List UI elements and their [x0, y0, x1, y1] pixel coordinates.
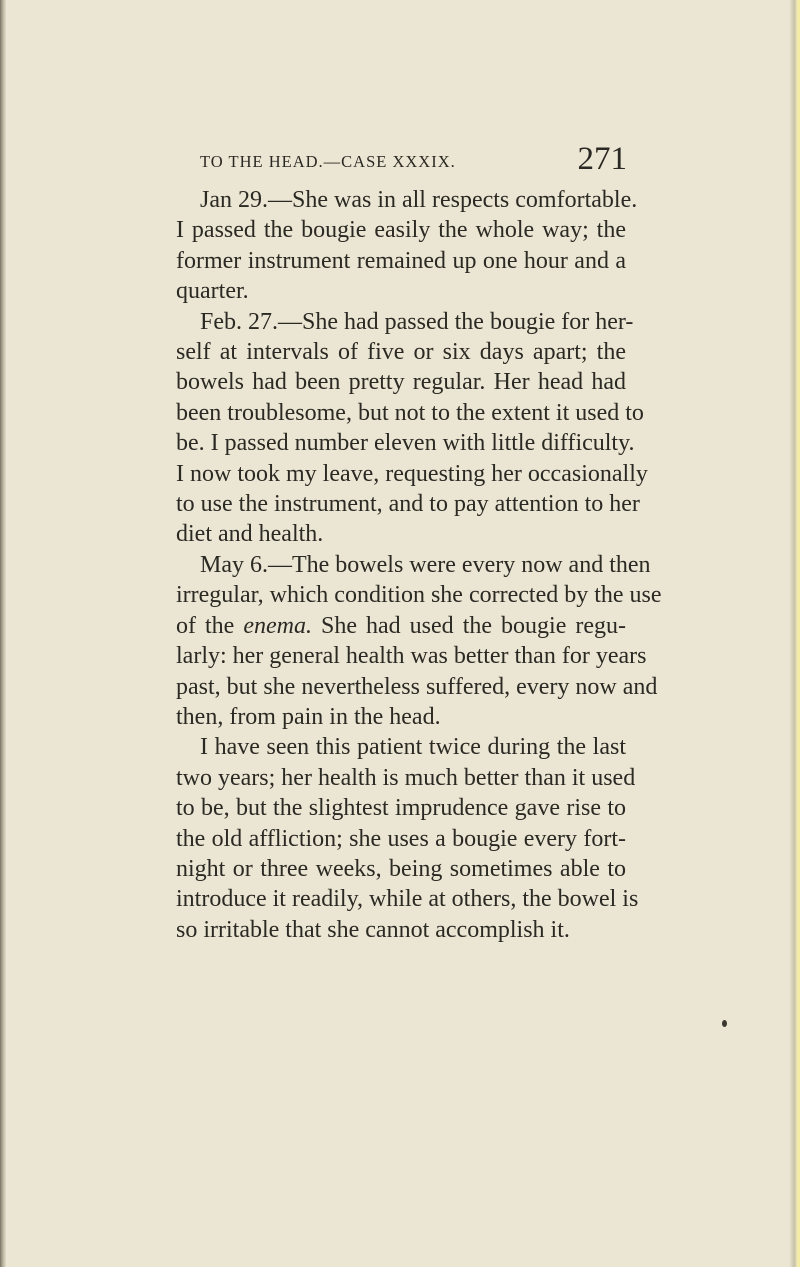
text-line: quarter.	[176, 278, 249, 305]
page-binding-shadow	[0, 0, 6, 1267]
text-line: night or three weeks, being sometimes able to	[176, 855, 626, 882]
text-line: be. I passed number eleven with little difficulty.	[176, 430, 635, 457]
text-line	[176, 611, 626, 641]
paragraph-may-6	[176, 550, 662, 732]
text-line: I passed the bougie easily the whole way; the	[176, 217, 626, 244]
paragraph-jan-29	[176, 185, 638, 307]
running-head: TO THE HEAD.—CASE XXXIX.	[200, 152, 456, 171]
paragraph-feb-27	[176, 307, 648, 550]
text-line: larly: her general health was better than for years	[176, 643, 647, 670]
text-line: former instrument remained up one hour and a	[176, 247, 626, 274]
italic-term: enema.	[243, 612, 312, 639]
text-line: irregular, which condition she corrected by the use	[176, 582, 662, 609]
page-header	[175, 138, 627, 176]
paragraph-later-visits	[176, 732, 639, 945]
text-line: past, but she nevertheless suffered, every now and	[176, 673, 658, 700]
text-line: introduce it readily, while at others, the bowel is	[176, 886, 639, 913]
text-line: I now took my leave, requesting her occasionally	[176, 460, 648, 487]
page-edge	[790, 0, 800, 1267]
text-line: May 6.—The bowels were every now and then	[200, 551, 651, 578]
text-line: the old affliction; she uses a bougie every fort-	[176, 825, 626, 852]
text-line: I have seen this patient twice during the last	[200, 734, 626, 761]
page-number: 271	[577, 141, 627, 177]
text-line: diet and health.	[176, 521, 324, 548]
text-line: then, from pain in the head.	[176, 703, 441, 730]
body-text	[176, 185, 662, 945]
text-line: self at intervals of five or six days apart; the	[176, 339, 626, 366]
text-line: Feb. 27.—She had passed the bougie for her-	[200, 308, 634, 335]
text-fragment: She had used the bougie regu-	[321, 612, 626, 639]
ink-speck	[722, 1020, 727, 1027]
text-line: been troublesome, but not to the extent it used to	[176, 399, 644, 426]
text-fragment: of the	[176, 612, 235, 639]
text-line: so irritable that she cannot accomplish it.	[176, 916, 570, 943]
text-line: to use the instrument, and to pay attention to her	[176, 491, 640, 518]
text-line: Jan 29.—She was in all respects comfortable.	[200, 187, 638, 213]
text-line: bowels had been pretty regular. Her head had	[176, 369, 626, 396]
text-line: two years; her health is much better than it used	[176, 764, 636, 791]
text-line: to be, but the slightest imprudence gave rise to	[176, 795, 626, 822]
